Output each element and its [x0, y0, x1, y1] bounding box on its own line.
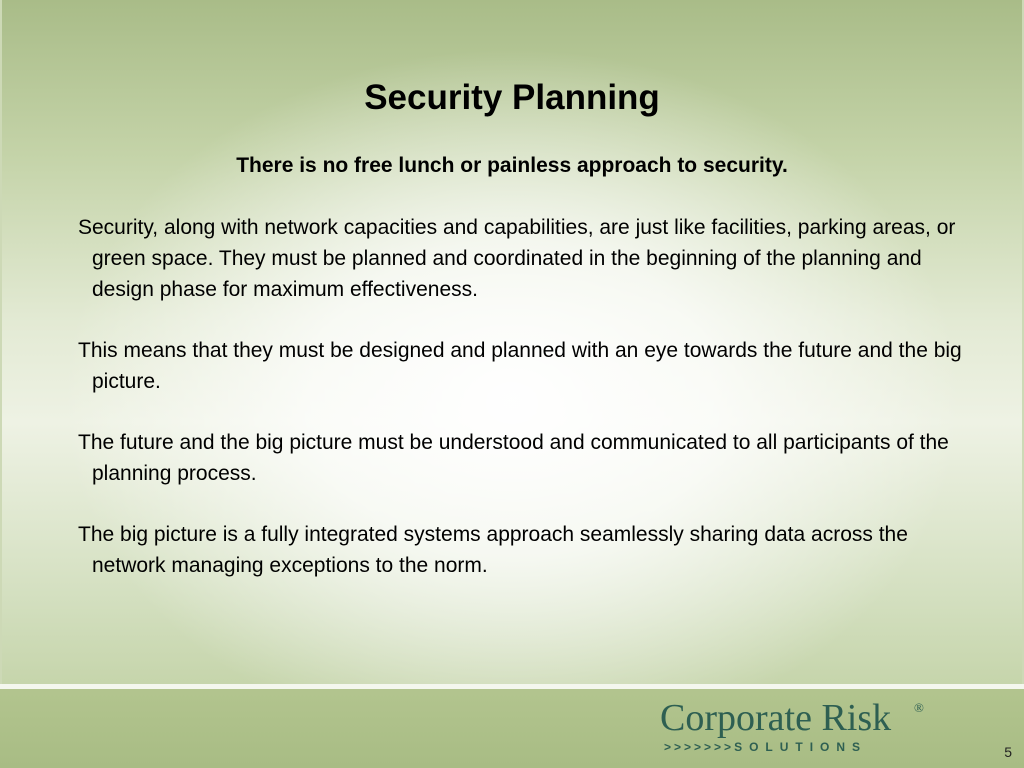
page-number: 5 [1004, 744, 1012, 760]
slide-body [78, 212, 970, 611]
corporate-risk-logo [660, 698, 930, 758]
logo-solutions-text: SOLUTIONS [734, 740, 868, 754]
body-paragraph: Security, along with network capacities and capabilities, are just like facilities, parking areas, or green space. They must be planned and coordinated in the beginning of the planning and design phase for maximum effectiveness. [78, 216, 956, 301]
logo-name: Corporate Risk [660, 697, 892, 739]
slide-subtitle: There is no free lunch or painless approach to security. [236, 154, 788, 177]
logo-arrows: >>>>>>> [664, 740, 735, 754]
logo-tagline [664, 740, 867, 754]
logo-registered-mark: ® [914, 700, 924, 715]
body-paragraph: The big picture is a fully integrated systems approach seamlessly sharing data across the network managing exceptions to the norm. [78, 523, 908, 577]
footer-divider [0, 684, 1024, 689]
body-paragraph: The future and the big picture must be understood and communicated to all participants of the planning process. [78, 431, 949, 485]
body-paragraph: This means that they must be designed and planned with an eye towards the future and the big picture. [78, 339, 962, 393]
slide-title: Security Planning [364, 78, 660, 117]
